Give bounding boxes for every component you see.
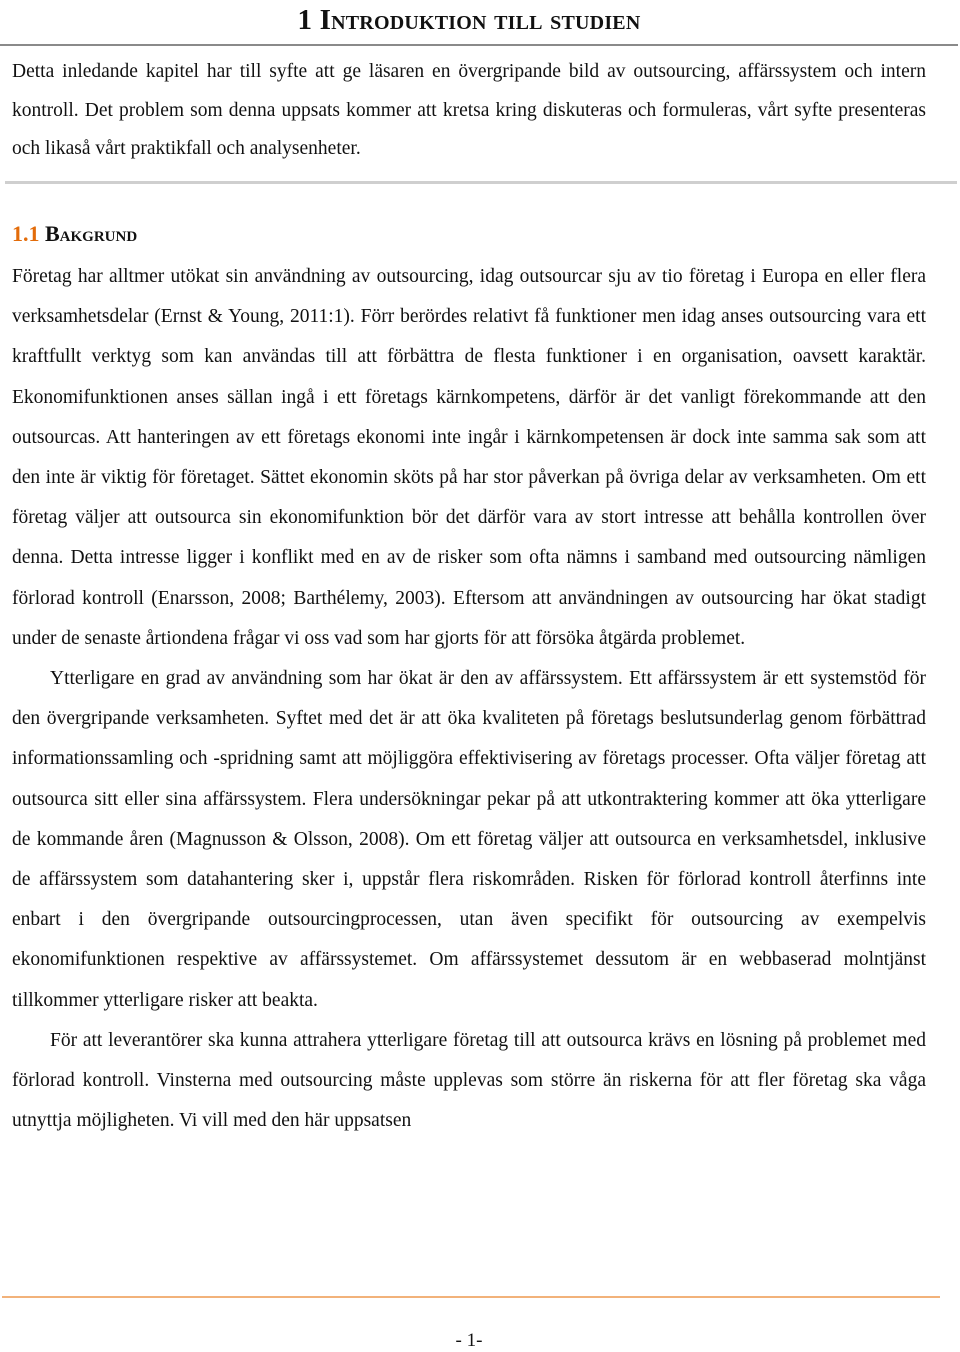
chapter-title: 1 Introduktion till studien: [297, 4, 641, 36]
heading-divider: [0, 44, 958, 46]
footer-divider: [2, 1296, 940, 1298]
section-title-text: Bakgrund: [45, 221, 138, 246]
page-number: - 1-: [455, 1330, 483, 1351]
body-paragraph: Ytterligare en grad av användning som har ökat är den av affärssystem. Ett affärssystem är ett systemstöd för den övergripande verksamheten. Syftet med det är att öka kvaliteten på företags beslutsunderlag genom förbättrad informationssamling och -spridning samt att möjliggöra effektivisering av företags processer. Ofta väljer företag att outsourca sitt eller sina affärssystem. Flera undersökningar pekar på att utkontraktering kommer att öka ytterligare de kommande åren (Magnusson & Olsson, 2008). Om ett företag väljer att outsourca en verksamhetsdel, inklusive de affärssystem som datahantering sker i, uppstår flera riskområden. Risken för förlorad kontroll återfinns inte enbart i den övergripande outsourcingprocessen, utan även specifikt för outsourcing av exempelvis ekonomifunktionen respektive av affärssystemet. Om affärssystemet dessutom är en webbaserad molntjänst tillkommer ytterligare risker att beakta.: [12, 668, 926, 1011]
intro-paragraph: Detta inledande kapitel har till syfte att ge läsaren en övergripande bild av outsourcing, affärssystem och intern kontroll. Det problem som denna uppsats kommer att kretsa kring diskuteras och formuleras, vårt syfte presenteras och likaså vårt praktikfall och analysenheter.: [12, 61, 926, 159]
section-number: 1.1: [12, 221, 40, 246]
body-paragraph: För att leverantörer ska kunna attrahera ytterligare företag till att outsourca krävs en lösning på problemet med förlorad kontroll. Vinsterna med outsourcing måste upplevas som större än riskerna för att fler företag ska våga utnyttja möjligheten. Vi vill med den här uppsatsen: [12, 1029, 926, 1132]
section-body: [12, 257, 926, 1141]
document-page: [12, 0, 926, 1132]
section-divider: [5, 181, 957, 184]
body-paragraph: Företag har alltmer utökat sin användning av outsourcing, idag outsourcar sju av tio företag i Europa en eller flera verksamhetsdelar (Ernst & Young, 2011:1). Förr berördes relativt få funktioner men idag anses outsourcing vara ett kraftfullt verktyg som kan användas till att förbättra de flesta funktioner i en organisation, oavsett karaktär. Ekonomifunktionen anses sällan ingå i ett företags kärnkompetens, därför är det vanligt förekommande att den outsourcas. Att hanteringen av ett företags ekonomi inte ingår i kärnkompetensen är dock inte samma sak som att den inte är viktig för företaget. Sättet ekonomin sköts på har stor påverkan på övriga delar av verksamheten. Om ett företag väljer att outsourca sin ekonomifunktion bör det därför vara av stort intresse att behålla kontrollen över denna. Detta intresse ligger i konflikt med en av de risker som ofta nämns i samband med outsourcing nämligen förlorad kontroll (Enarsson, 2008; Barthélemy, 2003). Eftersom att användningen av outsourcing har ökat stadigt under de senaste årtiondena frågar vi oss vad som har gjorts för att försöka åtgärda problemet.: [12, 266, 926, 649]
section-heading: [12, 216, 137, 252]
